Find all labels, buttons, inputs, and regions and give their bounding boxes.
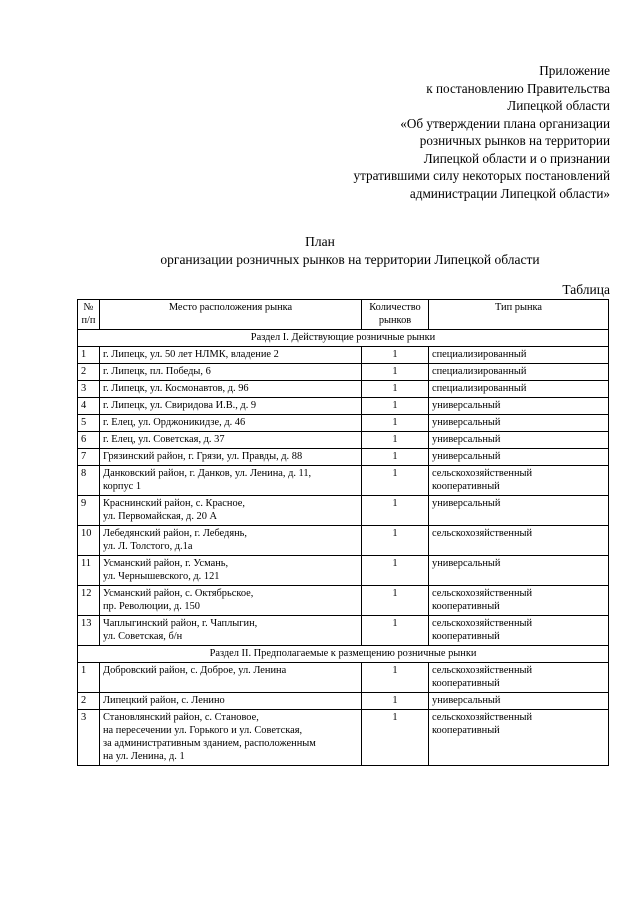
table-row bbox=[78, 432, 609, 449]
place-line: Краснинский район, с. Красное, bbox=[103, 498, 245, 509]
row-count: 1 bbox=[362, 381, 429, 398]
row-number: 2 bbox=[78, 693, 100, 710]
row-type bbox=[429, 710, 609, 766]
row-count: 1 bbox=[362, 364, 429, 381]
type-line: универсальный bbox=[432, 498, 501, 509]
row-number: 1 bbox=[78, 347, 100, 364]
type-line: универсальный bbox=[432, 417, 501, 428]
table-row bbox=[78, 586, 609, 616]
header-num bbox=[78, 300, 100, 330]
row-number: 4 bbox=[78, 398, 100, 415]
row-type bbox=[429, 347, 609, 364]
row-place bbox=[100, 415, 362, 432]
row-type bbox=[429, 526, 609, 556]
row-count: 1 bbox=[362, 693, 429, 710]
row-count: 1 bbox=[362, 466, 429, 496]
row-type bbox=[429, 432, 609, 449]
type-line: универсальный bbox=[432, 400, 501, 411]
header-place: Место расположения рынка bbox=[100, 300, 362, 330]
row-type bbox=[429, 466, 609, 496]
row-count: 1 bbox=[362, 432, 429, 449]
plan-subtitle: организации розничных рынков на территории Липецкой области bbox=[160, 252, 540, 267]
table-row bbox=[78, 616, 609, 646]
row-place bbox=[100, 449, 362, 466]
row-count: 1 bbox=[362, 398, 429, 415]
appendix-line: «Об утверждении плана организации bbox=[400, 115, 610, 131]
row-count: 1 bbox=[362, 586, 429, 616]
place-line: г. Елец, ул. Советская, д. 37 bbox=[103, 434, 225, 445]
appendix-line: к постановлению Правительства bbox=[426, 80, 610, 96]
section-row bbox=[78, 646, 609, 663]
row-number: 9 bbox=[78, 496, 100, 526]
row-number: 5 bbox=[78, 415, 100, 432]
row-place bbox=[100, 710, 362, 766]
row-number: 13 bbox=[78, 616, 100, 646]
type-line: кооперативный bbox=[432, 601, 500, 612]
table-row bbox=[78, 663, 609, 693]
row-count: 1 bbox=[362, 496, 429, 526]
row-type bbox=[429, 381, 609, 398]
appendix-line: Приложение bbox=[539, 63, 610, 78]
table-row bbox=[78, 381, 609, 398]
row-count: 1 bbox=[362, 556, 429, 586]
row-place bbox=[100, 586, 362, 616]
table-row bbox=[78, 526, 609, 556]
type-line: кооперативный bbox=[432, 481, 500, 492]
type-line: универсальный bbox=[432, 434, 501, 445]
row-count: 1 bbox=[362, 449, 429, 466]
row-type bbox=[429, 586, 609, 616]
table-row bbox=[78, 466, 609, 496]
type-line: сельскохозяйственный bbox=[432, 712, 533, 723]
table-body bbox=[78, 330, 609, 766]
row-type bbox=[429, 496, 609, 526]
row-count: 1 bbox=[362, 616, 429, 646]
row-type bbox=[429, 693, 609, 710]
markets-table bbox=[77, 299, 609, 766]
row-place bbox=[100, 364, 362, 381]
row-number: 12 bbox=[78, 586, 100, 616]
header-num-line: п/п bbox=[81, 315, 96, 326]
row-number: 8 bbox=[78, 466, 100, 496]
row-type bbox=[429, 364, 609, 381]
row-place bbox=[100, 398, 362, 415]
table-row bbox=[78, 496, 609, 526]
table-row bbox=[78, 710, 609, 766]
row-type bbox=[429, 616, 609, 646]
row-number: 1 bbox=[78, 663, 100, 693]
row-place bbox=[100, 663, 362, 693]
row-place bbox=[100, 616, 362, 646]
type-line: сельскохозяйственный bbox=[432, 665, 533, 676]
table-row bbox=[78, 556, 609, 586]
place-line: на пересечении ул. Горького и ул. Советская, bbox=[103, 725, 303, 736]
row-number: 2 bbox=[78, 364, 100, 381]
header-type: Тип рынка bbox=[429, 300, 609, 330]
table-row bbox=[78, 415, 609, 432]
section-row bbox=[78, 330, 609, 347]
row-number: 11 bbox=[78, 556, 100, 586]
type-line: универсальный bbox=[432, 558, 501, 569]
type-line: кооперативный bbox=[432, 725, 500, 736]
appendix-line: Липецкой области и о признании bbox=[423, 150, 610, 166]
place-line: Данковский район, г. Данков, ул. Ленина, д. 11, bbox=[103, 468, 312, 479]
place-line: г. Липецк, ул. 50 лет НЛМК, владение 2 bbox=[103, 349, 279, 360]
appendix-line: администрации Липецкой области» bbox=[409, 185, 610, 201]
row-count: 1 bbox=[362, 663, 429, 693]
row-place bbox=[100, 347, 362, 364]
place-line: за административным зданием, расположенным bbox=[103, 738, 316, 749]
place-line: Добровский район, с. Доброе, ул. Ленина bbox=[103, 665, 287, 676]
place-line: Усманский район, г. Усмань, bbox=[103, 558, 229, 569]
place-line: на ул. Ленина, д. 1 bbox=[103, 751, 185, 762]
row-place bbox=[100, 526, 362, 556]
header-count bbox=[362, 300, 429, 330]
type-line: сельскохозяйственный bbox=[432, 588, 533, 599]
place-line: Чаплыгинский район, г. Чаплыгин, bbox=[103, 618, 258, 629]
type-line: кооперативный bbox=[432, 678, 500, 689]
place-line: пр. Революции, д. 150 bbox=[103, 601, 200, 612]
row-count: 1 bbox=[362, 347, 429, 364]
place-line: Липецкий район, с. Ленино bbox=[103, 695, 225, 706]
row-type bbox=[429, 415, 609, 432]
header-num-line: № bbox=[83, 302, 94, 313]
table-row bbox=[78, 364, 609, 381]
row-count: 1 bbox=[362, 526, 429, 556]
row-type bbox=[429, 663, 609, 693]
type-line: специализированный bbox=[432, 366, 527, 377]
appendix-line: утратившими силу некоторых постановлений bbox=[353, 168, 610, 183]
table-row bbox=[78, 347, 609, 364]
row-number: 3 bbox=[78, 710, 100, 766]
place-line: Усманский район, с. Октябрьское, bbox=[103, 588, 254, 599]
type-line: универсальный bbox=[432, 695, 501, 706]
type-line: универсальный bbox=[432, 451, 501, 462]
type-line: сельскохозяйственный bbox=[432, 528, 533, 539]
place-line: Грязинский район, г. Грязи, ул. Правды, д. 88 bbox=[103, 451, 303, 462]
row-place bbox=[100, 432, 362, 449]
place-line: г. Елец, ул. Орджоникидзе, д. 46 bbox=[103, 417, 246, 428]
place-line: ул. Первомайская, д. 20 А bbox=[103, 511, 218, 522]
row-place bbox=[100, 693, 362, 710]
place-line: г. Липецк, ул. Свиридова И.В., д. 9 bbox=[103, 400, 257, 411]
row-place bbox=[100, 466, 362, 496]
header-count-line: Количество bbox=[369, 302, 421, 313]
appendix-line: розничных рынков на территории bbox=[419, 133, 610, 148]
table-row bbox=[78, 398, 609, 415]
place-line: г. Липецк, пл. Победы, 6 bbox=[103, 366, 211, 377]
row-place bbox=[100, 381, 362, 398]
row-number: 7 bbox=[78, 449, 100, 466]
place-line: Становлянский район, с. Становое, bbox=[103, 712, 259, 723]
type-line: сельскохозяйственный bbox=[432, 468, 533, 479]
table-label: Таблица bbox=[562, 282, 610, 297]
header-count-line: рынков bbox=[378, 315, 412, 326]
place-line: г. Липецк, ул. Космонавтов, д. 96 bbox=[103, 383, 249, 394]
row-count: 1 bbox=[362, 415, 429, 432]
appendix-line: Липецкой области bbox=[507, 98, 610, 113]
place-line: ул. Л. Толстого, д.1а bbox=[103, 541, 193, 552]
row-number: 6 bbox=[78, 432, 100, 449]
row-type bbox=[429, 398, 609, 415]
section-title: Раздел II. Предполагаемые к размещению розничные рынки bbox=[78, 646, 609, 663]
place-line: корпус 1 bbox=[103, 481, 142, 492]
place-line: ул. Чернышевского, д. 121 bbox=[103, 571, 220, 582]
type-line: специализированный bbox=[432, 383, 527, 394]
table-row bbox=[78, 449, 609, 466]
appendix-block bbox=[270, 62, 610, 202]
type-line: кооперативный bbox=[432, 631, 500, 642]
table-header-row bbox=[78, 300, 609, 330]
type-line: специализированный bbox=[432, 349, 527, 360]
place-line: Лебедянский район, г. Лебедянь, bbox=[103, 528, 247, 539]
row-type bbox=[429, 556, 609, 586]
section-title: Раздел I. Действующие розничные рынки bbox=[78, 330, 609, 347]
table-row bbox=[78, 693, 609, 710]
row-type bbox=[429, 449, 609, 466]
row-number: 3 bbox=[78, 381, 100, 398]
row-place bbox=[100, 496, 362, 526]
row-place bbox=[100, 556, 362, 586]
row-number: 10 bbox=[78, 526, 100, 556]
place-line: ул. Советская, б/н bbox=[103, 631, 183, 642]
type-line: сельскохозяйственный bbox=[432, 618, 533, 629]
plan-title: План bbox=[305, 234, 335, 249]
row-count: 1 bbox=[362, 710, 429, 766]
